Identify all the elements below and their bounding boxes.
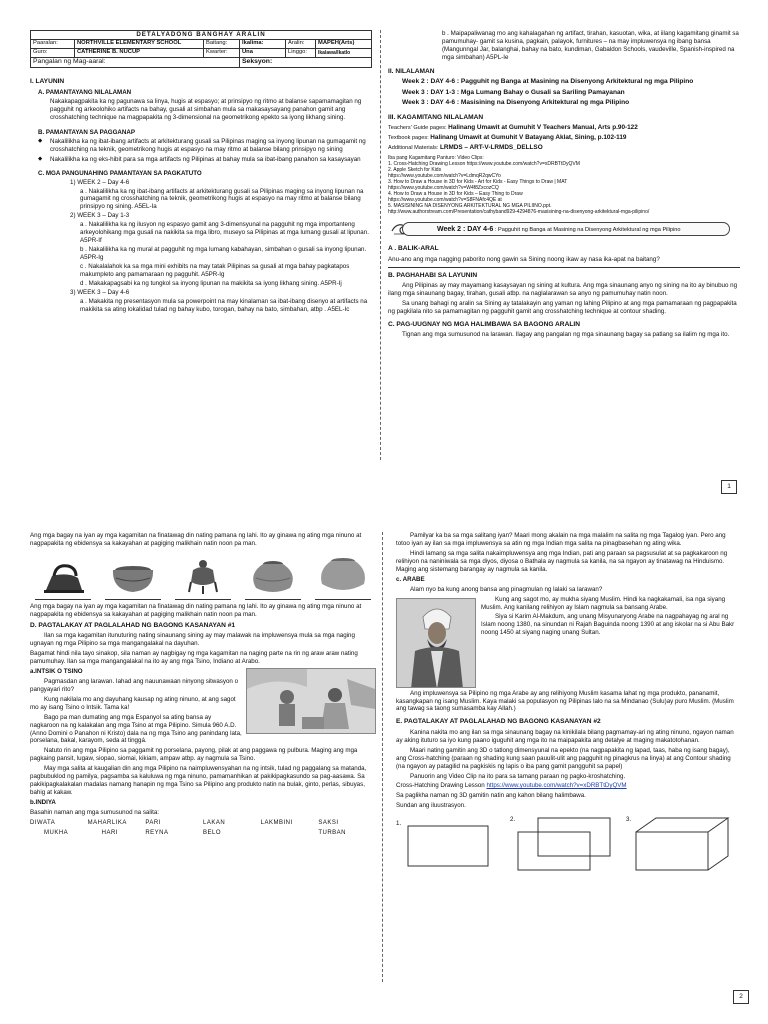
intsik-text-2: Kung nakilala mo ang dayuhang kausap ng ating ninuno, at ang sagot mo ay isang Tsino o Intsik. Tama ka!: [30, 695, 236, 711]
video-clips-label: Iba pang Kagamitang Panturo: Video Clips:: [388, 154, 484, 161]
video-clip-list: [388, 155, 740, 216]
indiya-text-1: Pamilyar ka ba sa mga salitang iyan? Maari mong akalain na mga malalim na salita ng mga Tagalog iyan. Pero ang totoo iyan ay ilan sa mga impluwensya sa atin ng mga Indian mga salita na pinagbasehan ng ating wika.: [396, 532, 726, 547]
chinese-trader-photo: [246, 668, 376, 734]
week-banner-text: : Pagguhit ng Banga at Masining na Disenyong Arkitektural ng mga Pilipino: [493, 227, 681, 234]
pagkatuto-item-b: b . Maipapaliwanag mo ang kahalagahan ng artifact, tirahan, kasuotan, wika, at iilang kagamitang ginamit sa pamumuhay- gamit sa kusina, pagkain, palayok, furnitures – na may impluwensya ng ibang bansa (Mangunngal Jar, balanghai, bahay na bato, kundiman, Gabaldon Schools, vaudeville, Spanish-inspired na mga simbahan) A5PL-Ie: [442, 30, 739, 61]
nilalaman-week2: Week 2 : DAY 4-6 : Pagguhit ng Banga at Masining na Disenyong Arkitektural ng mga Pilipino: [402, 78, 694, 86]
cube-step-3: [626, 816, 740, 872]
lesson-plan-title: DETALYADONG BANGHAY ARALIN: [31, 31, 372, 40]
arabe-text-4: Ang impluwensya sa Pilipino ng mga Arabe ay ang relihiyong Muslim kasama lahat ng mga produkto, pananamit, kasangkapan ng isang Muslim. Kaya malaki sa populasyon ng Pilipinas lalo na sa Mindanao (Sulu)ay puro Muslim. (Muslim ang tawag sa taong sumasamba kay Allah.): [396, 689, 734, 713]
textbook-label: Textbook pages:: [388, 135, 431, 142]
cube-step-2: [510, 816, 622, 872]
pagtalakay-2-text-2: Maari nating gamitin ang 3D o tatlong dimensyunal na epekto (na nagpapakita ng lapad, taas, haba ng isang bagay), ang Cross-hatching (paraan ng shading kung saan pauulit-ulit ang pagguhit ng pinagkrus na linya) at ang Contour shading (na ngayon ay patagilid na pagkiskis ng lapis o iba pang gamit pangguhit sa papel): [396, 746, 731, 770]
week-item-1-a: a . Nakalilikha ka ng ibat-ibang artifacts at arkitekturang gusali sa Pilipinas maging sa inyong lipunan na gumagamit ng crosshatching na teknik, geometrikong hugis at espasyo na may ritmo at balanse bilang prinsipyo ng sining. A5EL-Ia: [80, 187, 364, 211]
indian-word: BELO: [203, 829, 222, 836]
page-number-1: 1: [721, 480, 737, 494]
pamantayang-nilalaman-heading: A. PAMANTAYANG NILALAMAN: [38, 89, 132, 97]
week-item-1: 1) WEEK 2 – Day 4-6: [70, 178, 130, 186]
lesson-header-table: [30, 30, 372, 68]
paaralan-label: Paaralan:: [31, 40, 75, 49]
aralin-label: Aralin:: [286, 40, 316, 49]
intsik-text-3: Bago pa man dumating ang mga Espanyol sa ating bansa ay nagkaroon na ng kalakalan ang mga Tsino at mga Pilipino. Simula 960 A.D. (Anno Domini o Panahon ni Kristo) dala na ng mga Tsino ang panindang lata, porselana, bakal, karayom, seda at tinggá.: [30, 713, 242, 745]
baitang-value: Ikalima:: [240, 40, 286, 49]
arabe-heading: c. ARABE: [396, 575, 425, 583]
banga-jar-image: [316, 556, 370, 596]
week-item-2-a: a . Nakalilikha ka ng ilusyon ng espasyo gamit ang 3-dimensyunal na pagguhit ng mga importanteng arkeyolohikang mga gusali na nakikita sa mga libro, museyo sa Pilipinas at mga lumang gusali at lipunan. A5PR-If: [80, 221, 369, 245]
pamana-intro-2: Ang mga bagay na iyan ay mga kagamitan na finatawag din nating pamana ng lahi. Ito ay ginawa ng ating mga ninuno at nagpapakita ng ebidensya sa kakayahan at pagiging malikhain natin noon pa man.: [30, 602, 362, 618]
pamantayang-nilalaman-text: Nakakapagpakita ka ng pagunawa sa linya, hugis at espasyo; at prinsipyo ng ritmo at balanse sapamamagitan ng pagguhit ng arkeolohiko artifacts na bahay, gusali at simbahan mula sa makasaysayang panahon gamit ang crosshatching technique na magpapakita ng 3-dimensional na geometrikong epekto sa iyong likhang sining.: [50, 98, 362, 121]
linggo-label: Linggo:: [286, 49, 316, 58]
pagtalakay-2-text-6: Sundan ang iluustrasyon.: [396, 802, 466, 810]
pagtalakay-2-text-3: Panuorin ang Video Clip na ito para sa tamang paraan ng pagko-kroshatching.: [410, 772, 626, 780]
flat-iron-image: [38, 560, 88, 596]
crosshatching-video-link[interactable]: https://www.youtube.com/watch?v=xDRBTtDyQVM: [486, 782, 627, 790]
pamantayan-sa-pagganap-heading: B. PAMANTAYAN SA PAGGANAP: [38, 128, 135, 136]
video-clip-5: 5. MASISINING NA DISENYONG ARKITEKTURAL NG MGA PILIINO.ppt.: [388, 203, 552, 210]
pagtalakay-2-heading: E. PAGTALAKAY AT PAGLALAHAD NG BAGONG KASANAYAN #2: [396, 718, 601, 726]
aralin-value: MAPEH(Arts): [316, 40, 372, 49]
crosshatching-video-label: Cross-Hatching Drawing Lesson: [396, 782, 487, 790]
week-item-2-d: d . Makakapagsabi ka ng tungkol sa inyong lipunan na makikita sa iyong likhang sining. A5PR-Ij: [80, 279, 342, 287]
section-field[interactable]: Seksyon:: [240, 58, 372, 68]
week-item-2-c: c . Nakalalahok ka sa mga mini exhibits na may tatak Pilipinas sa gusali at mga bahay pagkatapos makumpleto ang pamamaraan ng pagguhit. A5PR-Ig: [80, 262, 350, 278]
artifact-slot-5: [314, 556, 372, 600]
video-clip-2: 2. Apple Sketch for Kids: [388, 166, 442, 173]
week-item-3-a: a . Makakita ng presentasyon mula sa powerpoint na may kinalaman sa ibat-ibang disenyo at artifacts na makikita sa ating lokalidad tulad ng bahay kubo, torogan, bahay na bato, simbahan, atbp . A5EL-Ic: [80, 297, 368, 313]
balik-aral-text: Anu-ano ang mga nagging paborito nong gawin sa Sining noong ikaw ay nasa ika-apat na baitang?: [388, 256, 740, 268]
arabe-text-2: Kung ang sagot mo, ay mukha siyang Muslim. Hindi ka nagkakamali, isa nga siyang Muslim. Ang kanilang relihiyon ay Islam nagmula sa bansang Arabe.: [481, 595, 726, 611]
nilalaman-week3-day4: Week 3 : DAY 4-6 : Masisining na Disenyong Arkitektural ng mga Pilipino: [402, 99, 630, 107]
balik-aral-heading: A . BALIK-ARAL: [388, 245, 439, 253]
kagamitang-nilalaman-heading: III. KAGAMITANG NILALAMAN: [388, 113, 484, 121]
cube-step-3-number: 3.: [626, 816, 632, 824]
page2-column-divider: [382, 532, 383, 982]
kwarter-label: Kwarter:: [204, 49, 240, 58]
indian-word: SAKSI: [318, 819, 339, 826]
teachers-guide-value: Halinang Umawit at Gumuhit V Teachers Manual, Arts p.90-122: [448, 123, 638, 131]
linggo-value: Ikalawa/Ikatlo: [316, 49, 372, 58]
indian-word: REYNA: [145, 829, 169, 836]
intsik-text-4: Natuto rin ang mga Pilipino sa paggamit ng porselana, payong, pilak at ang paggawa ng pulbura. Maging ang mga pagkaing pansit, lugaw, siopao, siomai, kikiam, ampaw atbp. ay nagmula sa Tsino.: [30, 747, 358, 763]
artifact-images-row: [34, 556, 372, 600]
week-item-2: 2) WEEK 3 – Day 1-3: [70, 212, 130, 220]
week-banner-bar: [402, 222, 730, 236]
square-outline-image: [396, 816, 504, 872]
indian-word: PARI: [145, 819, 161, 826]
artifact-answer-line-5[interactable]: [315, 599, 371, 600]
paghahabi-heading: B. PAGHAHABI SA LAYUNIN: [388, 271, 478, 279]
page-number-2: 2: [733, 990, 749, 1004]
square-with-offset-image: [514, 816, 622, 872]
textbook-line: [388, 134, 740, 142]
pagtalakay-1-text-1: Ilan sa mga kagamitan itunuturing nating sinaunang sining ay may malawak na impluwensya mula sa mga naging ugnayan ng mga Pilipino sa mga mangangalakal na dayuhan.: [30, 632, 355, 648]
clay-pot-image: [246, 558, 300, 596]
kwarter-value: Una: [240, 49, 286, 58]
cube-step-1: [396, 816, 504, 872]
artifact-answer-line-1[interactable]: [35, 599, 91, 600]
intsik-text-5: May mga salita at kaugalian din ang mga Pilipino na naimpluwensyahan na ng intsik, tulad ng paggalang sa matanda, pagbubuklod ng pamilya, pagsamba sa kaluluwa ng mga ninuno, pamamanhikan at pakikipagkasundo sa pag-aasawa. Sa pakikipagkalakalan madalas namang hanapin ng mga Tsino sa Pilipino ang produkto natin na bulak, ginto, perlas, sibuyas, bahig at kakaw.: [30, 765, 367, 797]
cube-step-2-number: 2.: [510, 816, 516, 824]
page2-left-column: [30, 532, 376, 972]
indian-word: TURBAN: [318, 829, 346, 836]
indiya-instruction: Basahin naman ang mga sumusunod na salita:: [30, 808, 159, 816]
video-clip-4-url[interactable]: https://www.youtube.com/watch?v=S8FNAfc4QE at: [388, 197, 502, 204]
nilalaman-heading: II. NILALAMAN: [388, 67, 435, 75]
pag-uugnay-text: Tignan ang mga sumusunod na larawan. Ilagay ang pangalan ng mga sinaunang bagay sa patlang sa ilalim ng mga ito.: [402, 331, 730, 339]
artifact-slot-1: [34, 560, 92, 600]
video-clip-3: 3. How to Draw a House in 3D for Kids - Art for Kids - Easy Things to Draw | MAT: [388, 178, 568, 185]
week-item-3: 3) WEEK 3 – Day 4-6: [70, 288, 130, 296]
layunin-heading: I. LAYUNIN: [30, 77, 65, 85]
arabe-text-1: Alam nyo ba kung anong bansa ang pinagmulan ng lalaki sa larawan?: [410, 585, 603, 593]
page-two: [0, 512, 768, 1024]
artifact-slot-2: [104, 560, 162, 600]
intsik-text-1: Pagmasdan ang larawan. Iahad ang nauunawaan ninyong sitwasyon o pangyayari rito?: [30, 677, 239, 693]
indian-word: DIWATA: [30, 819, 56, 826]
cube-outline-image: [632, 816, 740, 872]
teachers-guide-label: Teachers' Guide pages:: [388, 124, 449, 131]
pagtalakay-2-text-5: Sa paglikha naman ng 3D gamitin natin ang kahon bilang halimbawa.: [396, 792, 586, 800]
pamantayan-sa-pagkatuto-heading: C. MGA PANGUNAHING PAMANTAYAN SA PAGKATUTO: [38, 169, 202, 177]
paghahabi-text-1: Ang Pilipinas ay may mayamang kasaysayan ng sining at kultura. Ang mga sinaunang anyo ng sining na ito ay binubuo ng ilang mga sinaunang bagay, tirahan, gusali atbp. na naglalarawan sa anyo ng pamumuhay natin noon.: [388, 282, 738, 298]
pagtalakay-1-text-2: Bagamat hindi nila tayo sinakop, sila naman ay nagbigay ng mga kagamitan na naging parte na rin ng araw araw nating pamumuhay. Ilan sa mga mangangalakal na ito ay ang mga Tsino, Indiano at Arabo.: [30, 650, 358, 665]
bowl-jar-image: [106, 560, 160, 596]
baitang-label: Baitang:: [204, 40, 240, 49]
indian-word: MAHARLIKA: [87, 819, 127, 826]
page1-left-column: [30, 30, 372, 450]
muslim-missionary-photo: [396, 598, 476, 688]
karim-al-makdum-image: [397, 599, 476, 688]
trading-scene-image: [247, 669, 376, 734]
page2-right-column: [396, 532, 740, 972]
guro-value: CATHERINE B. NUCUP: [75, 49, 204, 58]
indian-word: [261, 829, 319, 839]
pagtalakay-1-heading: D. PAGTALAKAY AT PAGLALAHAD NG BAGONG KASANAYAN #1: [30, 621, 236, 629]
artifact-answer-line-4[interactable]: [245, 599, 301, 600]
textbook-value: Halinang Umawit at Gumuhit V Batayang Aklat, Sining, p.102-119: [430, 134, 627, 142]
indiya-text-2: Hindi lamang sa mga salita nakaimpluwensya ang mga Indian, pati ang paraan sa pagsusulat at sa pagkakaroon ng relihiyon na naniniwala sa mga diyos, diyosa o Bathala ay nagmula sa kanila, na sa ngayon ay tinatawag na Hinduismo. Maging ang sistemang barangay ay nagmula sa kanila.: [396, 549, 728, 573]
week-banner: [388, 218, 740, 240]
indian-word: LAKMBINI: [260, 819, 293, 826]
additional-materials-line: [388, 144, 740, 152]
nilalaman-week3-day1: Week 3 : DAY 1-3 : Mga Lumang Bahay o Gusali sa Sariling Pamayanan: [402, 88, 625, 96]
pag-uugnay-heading: C. PAG-UUGNAY NG MGA HALIMBAWA SA BAGONG ARALIN: [388, 321, 580, 328]
indian-word: HARI: [101, 829, 118, 836]
crosshatching-video-line: [396, 782, 740, 790]
week-banner-week: Week 2 : DAY 4-6: [437, 226, 494, 234]
indiya-heading: b.INDIYA: [30, 799, 56, 806]
teachers-guide-line: [388, 124, 740, 132]
pagganap-bullet-1: ◆ Nakalilikha ka ng ibat-ibang artifacts at arkitekturang gusali sa Pilipinas maging sa inyong lipunan na gumagamit ng crosshatching na teknik, geometrikong hugis at espasyo na may ritmo at balanse bilang prinsipyo ng sining: [30, 138, 372, 154]
video-clip-3-url[interactable]: https://www.youtube.com/watch?v=W4f8ZxcozCQ: [388, 184, 499, 191]
artifact-slot-3: [174, 558, 232, 600]
pagganap-bullet-2: ◆ Nakalilikha ka ng eks-hibit para sa mga artifacts ng Pilipinas at bahay mula sa ibat-ibang panahon sa kasaysayan: [30, 156, 372, 164]
week-item-2-b: b . Nakalilikha ka ng mural at pagguhit ng mga lumang kabahayan, simbahan o gusali sa inyong lipunan. A5PR-Ig: [80, 246, 367, 261]
video-clip-5-url[interactable]: http://www.authorstream.com/Presentation/cathyband929-4294876-masisining-na-disenyong-arkitektural-mga-pilipino/: [388, 209, 650, 216]
indian-words-grid: [30, 819, 376, 838]
video-clip-4: 4. How to Draw a House in 3D for Kids – Easy Thing to Draw: [388, 191, 523, 198]
incense-burner-image: [183, 558, 223, 596]
cube-step-1-number: 1.: [396, 820, 402, 828]
pamana-intro-1: Ang mga bagay na iyan ay mga kagamitan na finatawag din nating pamana ng lahi. Ito ay ginawa ng ating mga ninuno at nagpapakita ng ebidensya sa kakayahan at pagiging malikhain natin noon pa man.: [30, 532, 362, 547]
arabe-text-3: Siya si Karim Al-Makdum, ang unang Misyunaryong Arabe na nagpahayag ng aral ng Islam noong 1380, na sinundan ni Rajah Baguinda noong 1390 at ang iskolar na si Abu Bakr noong 1450 at siyang naging unang Sultan.: [481, 613, 735, 637]
student-name-field[interactable]: Pangalan ng Mag-aaral:: [31, 58, 240, 68]
paaralan-value: NORTHVILLE ELEMENTARY SCHOOL: [75, 40, 204, 49]
pagtalakay-2-text-1: Kanina nakita mo ang ilan sa mga sinaunang bagay na kinikilala bilang pagmamay-ari ng ating ninuno, ngayon naman ay aking ituturo sa iyo kung paano iguguhit ang mga ito na maipapakita ang detalye at maging makatotohanan.: [396, 728, 734, 744]
indian-word: LAKAN: [203, 819, 226, 826]
paghahabi-text-2: Sa unang bahagi ng aralin sa Sining ay tatalakayin ang yaman ng lahing Pilipino at ang mga pamamaraan ng pagpapakita ng pagkilala nito sa pamamagitan ng pagguhit gamit ang crosshatching technique at contour shading.: [388, 300, 737, 316]
artifact-answer-line-3[interactable]: [175, 599, 231, 600]
video-clip-2-url[interactable]: https://www.youtube.com/watch?v=LdmqR2qwCYo: [388, 172, 501, 179]
artifact-slot-4: [244, 558, 302, 600]
video-clip-1[interactable]: 1. Cross-Hatching Drawing Lesson https://www.youtube.com/watch?v=xDRBTtDyQVM: [388, 160, 580, 167]
indian-word: MUKHA: [44, 829, 69, 836]
page1-column-divider: [380, 30, 381, 460]
cube-illustration-row: [396, 816, 740, 872]
additional-materials-value: LRMDS – ART-V-LRMDS_DELLSO: [439, 144, 543, 152]
artifact-answer-line-2[interactable]: [105, 599, 161, 600]
guro-label: Guro:: [31, 49, 75, 58]
intsik-heading: a.INTSIK O TSINO: [30, 667, 83, 675]
additional-materials-label: Additional Materials:: [388, 145, 440, 152]
page1-right-column: [388, 30, 740, 450]
